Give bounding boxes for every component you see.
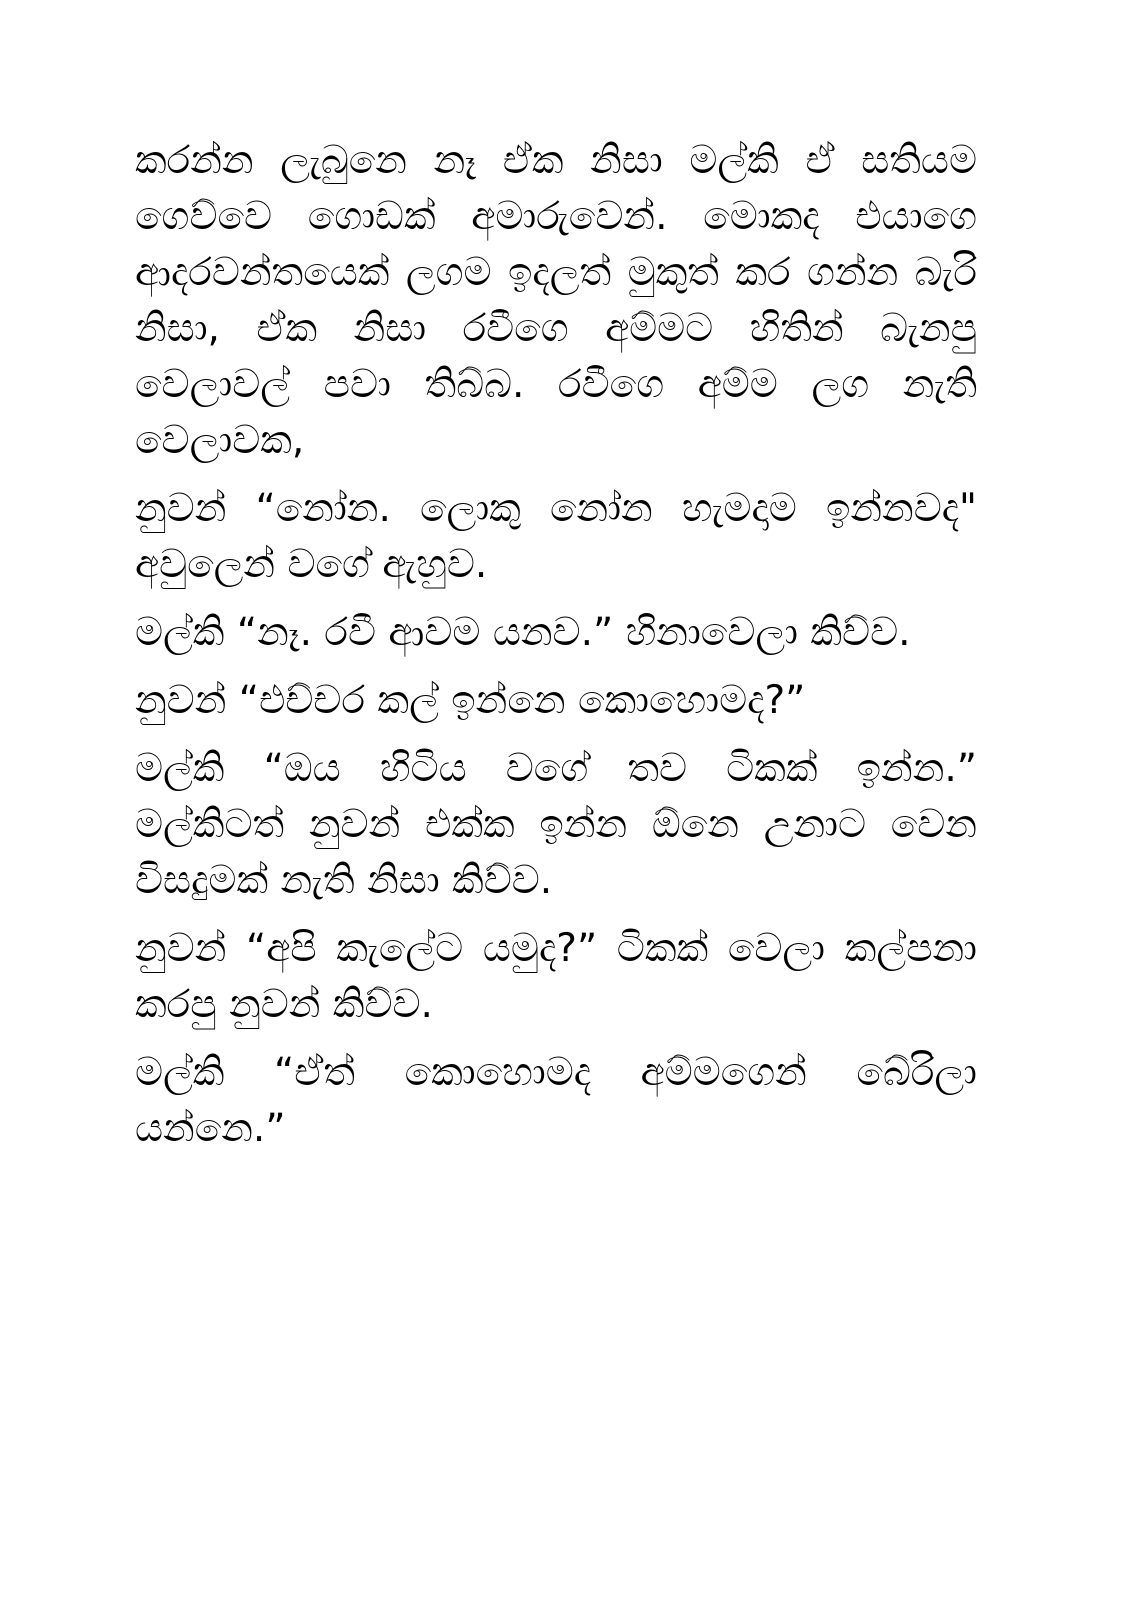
paragraph-dialogue: මල්කි “නෑ. රවී ආවම යනව.” හිනාවෙලා කිව්ව. [135, 610, 911, 655]
paragraph-dialogue: මල්කි “ඒත් කොහොමද අම්මගෙන් බේරිලා යන්නෙ.” [135, 1050, 977, 1151]
paragraph-narration: කරන්න ලැබුනෙ නෑ ඒක නිසා මල්කි ඒ සතියම ගෙව්වෙ ගොඩක් අමාරුවෙන්. මොකද එයාගෙ ආදරවන්තයෙක් ලගම ඉදලත් මුකුත් කර ගන්න බැරි නිසා, ඒක නිසා රවීගෙ අම්මට හිතින් බැනපු වෙලාවල් පවා තිබ්බ. රවීගෙ අම්ම ලග නැති වෙලාවක, [135, 138, 977, 463]
paragraph-dialogue: නුවන් “අපි කැලේට යමුද?” ටිකක් වෙලා කල්පනා කරපු නුවන් කිව්ව. [135, 926, 977, 1027]
document-page [135, 133, 977, 1533]
paragraph-dialogue: නුවන් “එච්චර කල් ඉන්නෙ කොහොමද?” [135, 678, 806, 723]
paragraph-dialogue: නුවන් “නෝන. ලොකු නෝන හැමදාම ඉන්නවද" අවුලෙන් වගේ ඇහුව. [135, 486, 977, 587]
paragraph-dialogue: මල්කි “ඔය හිටිය වගේ තව ටිකක් ඉන්න.” මල්කිටත් නුවන් එක්ක ඉන්න ඕනෙ උනාට වෙන විසදුමක් නැති නිසා කිව්ව. [135, 746, 977, 903]
